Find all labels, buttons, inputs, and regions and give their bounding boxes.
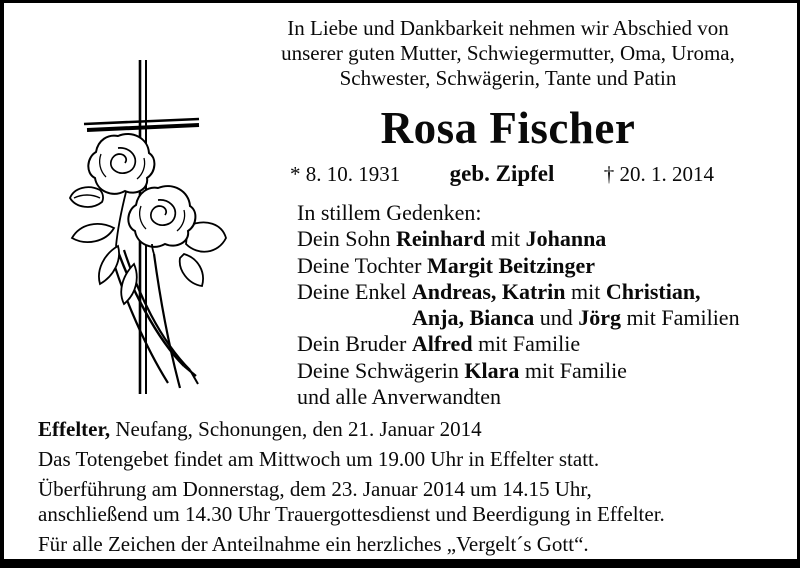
plain-text: Für alle Zeichen der Anteilnahme ein herzliches „Vergelt´s Gott“. xyxy=(38,532,589,556)
deceased-name: Rosa Fischer xyxy=(380,103,636,153)
emphasized-text: Anja, Bianca xyxy=(412,305,535,331)
plain-text: mit xyxy=(565,278,606,304)
plain-text: mit Familie xyxy=(519,357,627,383)
footer-line xyxy=(38,447,783,472)
plain-text: Überführung am Donnerstag, dem 23. Januar 2014 um 14.15 Uhr, xyxy=(38,477,592,501)
memorial-line xyxy=(297,331,767,357)
emphasized-text: Margit Beitzinger xyxy=(427,252,596,278)
plain-text: mit xyxy=(485,226,526,252)
plain-text: anschließend um 14.30 Uhr Trauergottesdienst und Beerdigung in Effelter. xyxy=(38,502,665,526)
plain-text: Deine Enkel xyxy=(297,278,412,304)
birth-date: * 8. 10. 1931 xyxy=(290,162,401,186)
plain-text: Dein Sohn xyxy=(297,226,396,252)
dates-row xyxy=(290,161,714,187)
intro-text xyxy=(272,16,744,91)
footer-line xyxy=(38,417,783,442)
memorial-line xyxy=(297,253,767,279)
plain-text: und alle Anverwandten xyxy=(297,384,502,410)
plain-text: mit Familie xyxy=(472,331,581,357)
plain-text: Deine Schwägerin xyxy=(297,357,465,383)
footer-line xyxy=(38,477,783,502)
cross-and-roses-illustration xyxy=(56,58,268,400)
emphasized-text: Johanna xyxy=(525,226,607,252)
maiden-name: geb. Zipfel xyxy=(449,161,555,186)
emphasized-text: Jörg xyxy=(578,305,622,331)
intro-line: In Liebe und Dankbarkeit nehmen wir Abschied von xyxy=(287,16,729,40)
footer-line xyxy=(38,502,783,527)
emphasized-text: Christian, xyxy=(605,278,701,304)
death-date: † 20. 1. 2014 xyxy=(603,162,714,186)
emphasized-text: Alfred xyxy=(411,331,473,357)
emphasized-text: Andreas, Katrin xyxy=(411,278,566,304)
plain-text: Das Totengebet findet am Mittwoch um 19.00 Uhr in Effelter statt. xyxy=(38,447,600,471)
intro-line: Schwester, Schwägerin, Tante und Patin xyxy=(339,66,677,90)
emphasized-text: Effelter, xyxy=(38,417,111,441)
memorial-line xyxy=(297,226,767,252)
memorial-line xyxy=(297,358,767,384)
intro-line: unserer guten Mutter, Schwiegermutter, Oma, Uroma, xyxy=(281,41,735,65)
memorial-line xyxy=(297,279,767,305)
emphasized-text: Reinhard xyxy=(396,226,486,252)
plain-text: und xyxy=(534,305,579,331)
plain-text: mit Familien xyxy=(621,305,740,331)
memorial-line xyxy=(297,305,767,331)
memorial-list xyxy=(297,226,767,410)
memorial-block xyxy=(297,200,767,410)
plain-text: Dein Bruder xyxy=(297,331,412,357)
emphasized-text: Klara xyxy=(464,357,520,383)
plain-text: Deine Tochter xyxy=(297,252,428,278)
footer-line xyxy=(38,532,783,557)
memorial-heading: In stillem Gedenken: xyxy=(297,200,482,225)
memorial-line xyxy=(297,384,767,410)
plain-text: Neufang, Schonungen, den 21. Januar 2014 xyxy=(110,417,482,441)
footer-block xyxy=(38,417,783,557)
